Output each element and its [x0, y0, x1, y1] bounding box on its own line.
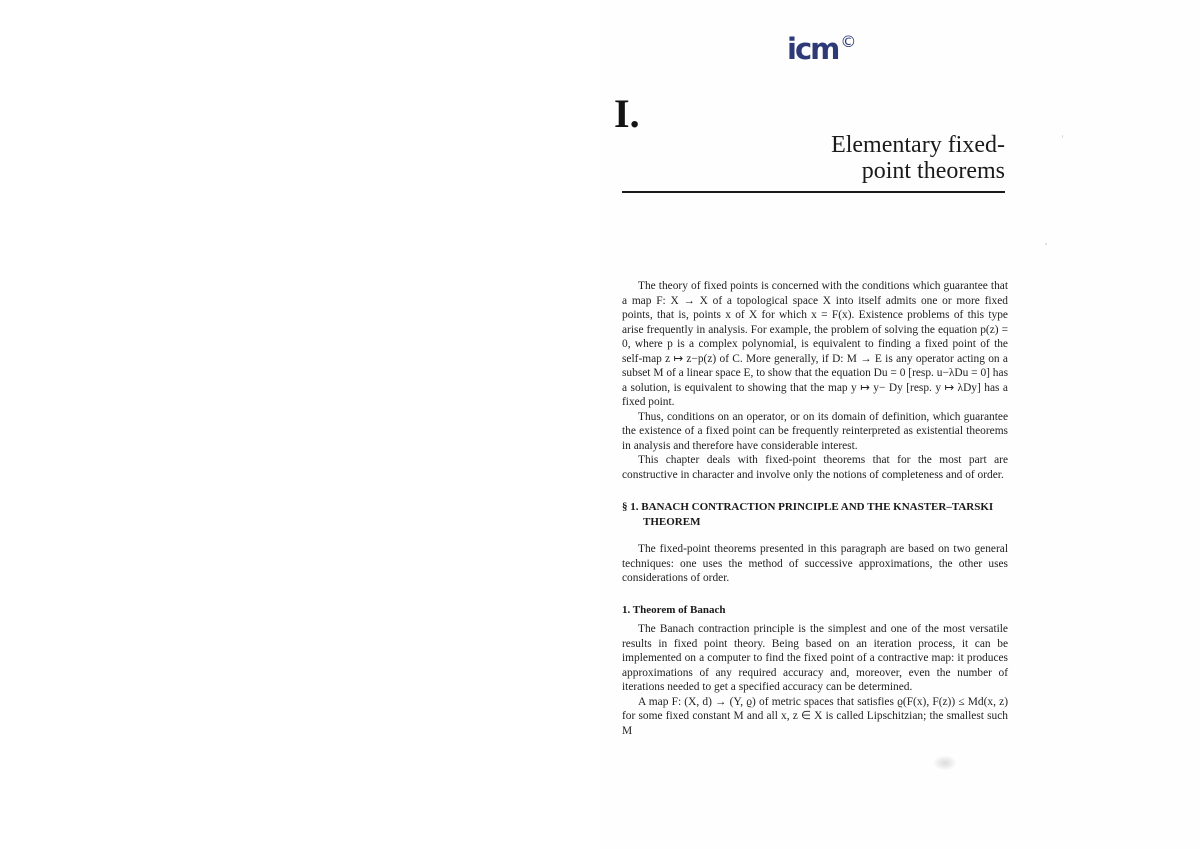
- chapter-title-line2: point theorems: [861, 158, 1005, 184]
- title-divider: [622, 191, 1005, 193]
- scan-speck: [1062, 135, 1063, 138]
- scan-speck: [1045, 243, 1047, 245]
- copyright-icon: ©: [840, 32, 857, 51]
- chapter-number: I.: [614, 91, 640, 136]
- banach-text: [622, 622, 1008, 738]
- chapter-intro: [622, 279, 1008, 482]
- banach-paragraph: The Banach contraction principle is the simplest and one of the most versatile results in fixed point theory. Being based on an iteration process, it can be implemented on a computer to find the fixed point of a contractive map: it produces approximations of any required accuracy and, moreover, even the number of iterations needed to get a specified accuracy can be determined.: [622, 623, 1008, 693]
- intro-paragraph: This chapter deals with fixed-point theorems that for the most part are constructive in character and involve only the notions of completeness and of order.: [622, 454, 1008, 481]
- intro-paragraph: Thus, conditions on an operator, or on its domain of definition, which guarantee the existence of a fixed point can be frequently reinterpreted as existential theorems in analysis and therefore have considerable interest.: [622, 410, 1008, 452]
- subsection-heading: 1. Theorem of Banach: [622, 604, 726, 616]
- chapter-title: [745, 132, 1005, 184]
- banach-paragraph: A map F: (X, d) → (Y, ϱ) of metric spaces that satisfies ϱ(F(x), F(z)) ≤ Md(x, z) for some fixed constant M and all x, z ∈ X is called Lipschitzian; the smallest such M: [622, 695, 1008, 737]
- section-intro: [622, 542, 1008, 586]
- section-intro-paragraph: The fixed-point theorems presented in this paragraph are based on two general techniques: one uses the method of successive approximations, the other uses considerations of order.: [622, 543, 1008, 584]
- chapter-title-line1: Elementary fixed-: [831, 132, 1005, 158]
- scan-smudge: [934, 756, 956, 770]
- intro-paragraph: The theory of fixed points is concerned with the conditions which guarantee that a map F: X → X of a topological space X into itself admits one or more fixed points, that is, points x of X for which x = F(x). Existence problems of this type arise frequently in analysis. For example, the problem of solving the equation p(z) = 0, where p is a complex polynomial, is equivalent to finding a fixed point of the self-map z ↦ z−p(z) of C. More generally, if D: M → E is any operator acting on a subset M of a linear space E, to show that the equation Du = 0 [resp. u−λDu = 0] has a solution, is equivalent to showing that the map y ↦ y− Dy [resp. y ↦ λDy] has a fixed point.: [622, 280, 1008, 408]
- logo-text: icm: [787, 32, 839, 66]
- section-heading: [622, 500, 1012, 530]
- section-heading-line2: THEOREM: [643, 516, 701, 528]
- publisher-logo: [787, 34, 856, 64]
- section-heading-line1: § 1. BANACH CONTRACTION PRINCIPLE AND THE KNASTER–TARSKI: [622, 501, 994, 513]
